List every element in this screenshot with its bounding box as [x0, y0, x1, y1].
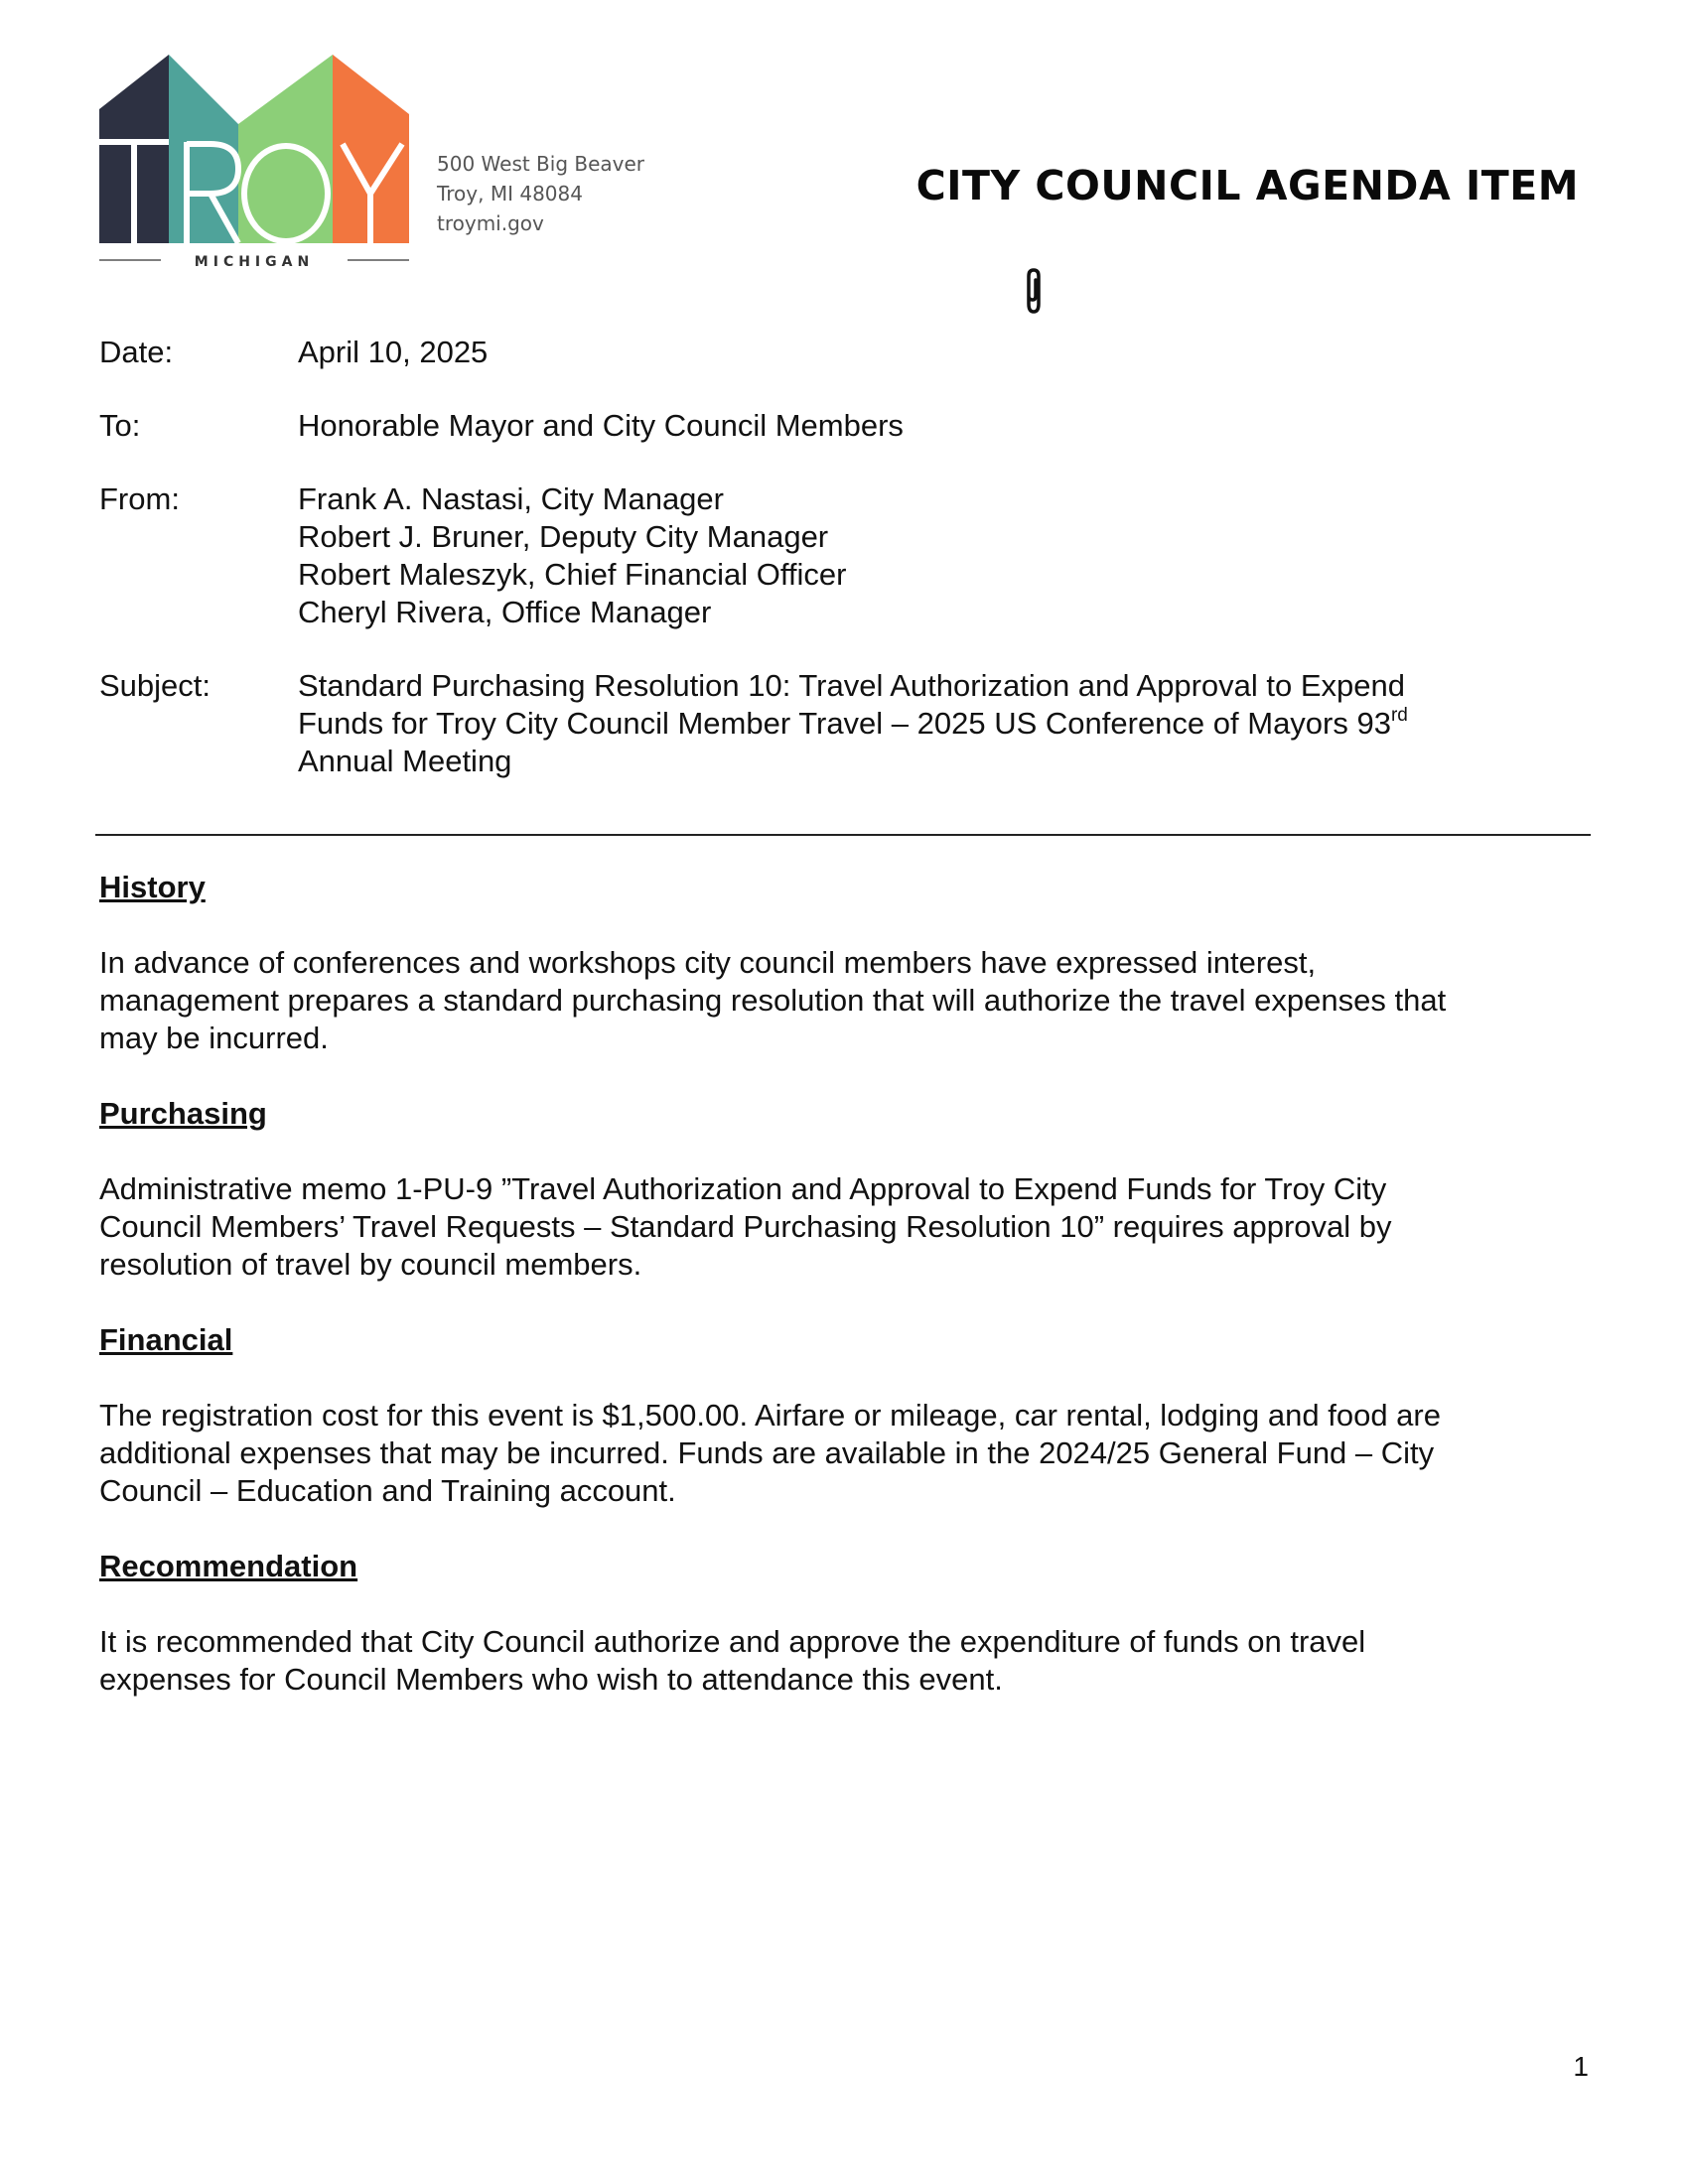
paragraph-line: management prepares a standard purchasing resolution that will authorize the travel expenses that: [99, 983, 1447, 1018]
section-title: Purchasing: [99, 1096, 267, 1131]
from-value: [298, 480, 1579, 631]
from-row: [99, 480, 1579, 631]
paragraph-line: resolution of travel by council members.: [99, 1247, 642, 1282]
subject-line: Annual Meeting: [298, 744, 512, 778]
page-number: 1: [1573, 2051, 1589, 2082]
section-purchasing: [99, 1095, 1589, 1284]
section-title: History: [99, 870, 206, 904]
from-line: Robert J. Bruner, Deputy City Manager: [298, 519, 829, 554]
date-value: April 10, 2025: [298, 335, 489, 369]
subject-line: Standard Purchasing Resolution 10: Travel Authorization and Approval to Expend: [298, 668, 1406, 703]
paragraph-line: additional expenses that may be incurred. Funds are available in the 2024/25 General Fund – City: [99, 1435, 1435, 1470]
section-recommendation: [99, 1548, 1589, 1699]
memo-body: [99, 869, 1589, 1736]
section-paragraph: [99, 944, 1589, 1057]
to-value: Honorable Mayor and City Council Members: [298, 408, 904, 443]
paperclip-icon[interactable]: [1022, 266, 1046, 316]
header-divider: [95, 834, 1591, 836]
section-financial: [99, 1321, 1589, 1510]
paragraph-line: Administrative memo 1-PU-9 ”Travel Authorization and Approval to Expend Funds for Troy City: [99, 1171, 1387, 1206]
paragraph-line: expenses for Council Members who wish to attendance this event.: [99, 1662, 1003, 1697]
subject-line: [298, 705, 1579, 743]
section-paragraph: [99, 1623, 1589, 1699]
troy-logo: [99, 55, 409, 271]
section-paragraph: [99, 1397, 1589, 1510]
subject-value: [298, 667, 1579, 780]
subject-line-text: Funds for Troy City Council Member Travel – 2025 US Conference of Mayors 93: [298, 706, 1391, 741]
subject-label: Subject:: [99, 668, 211, 703]
from-label: From:: [99, 481, 180, 516]
paragraph-line: It is recommended that City Council authorize and approve the expenditure of funds on travel: [99, 1624, 1366, 1659]
paragraph-line: In advance of conferences and workshops city council members have expressed interest,: [99, 945, 1317, 980]
section-paragraph: [99, 1170, 1589, 1284]
agenda-title: CITY COUNCIL AGENDA ITEM: [915, 162, 1579, 209]
address-line: Troy, MI 48084: [437, 182, 583, 205]
paragraph-line: Council Members’ Travel Requests – Standard Purchasing Resolution 10” requires approval by: [99, 1209, 1392, 1244]
city-address: [437, 149, 644, 238]
paragraph-line: The registration cost for this event is $1,500.00. Airfare or mileage, car rental, lodging and food are: [99, 1398, 1441, 1433]
ordinal-suffix: rd: [1390, 704, 1408, 726]
memo-header: [99, 334, 1579, 816]
to-row: [99, 407, 1579, 445]
logo-subtext: MICHIGAN: [194, 254, 315, 270]
section-history: [99, 869, 1589, 1057]
date-row: [99, 334, 1579, 371]
paragraph-line: Council – Education and Training account.: [99, 1473, 676, 1508]
subject-row: [99, 667, 1579, 780]
website-link[interactable]: troymi.gov: [437, 211, 544, 235]
from-line: Cheryl Rivera, Office Manager: [298, 595, 712, 629]
date-label: Date:: [99, 335, 174, 369]
from-line: Robert Maleszyk, Chief Financial Officer: [298, 557, 847, 592]
from-line: Frank A. Nastasi, City Manager: [298, 481, 724, 516]
paragraph-line: may be incurred.: [99, 1021, 329, 1055]
section-title: Financial: [99, 1322, 233, 1357]
address-line: 500 West Big Beaver: [437, 152, 645, 176]
to-label: To:: [99, 408, 141, 443]
section-title: Recommendation: [99, 1549, 358, 1583]
